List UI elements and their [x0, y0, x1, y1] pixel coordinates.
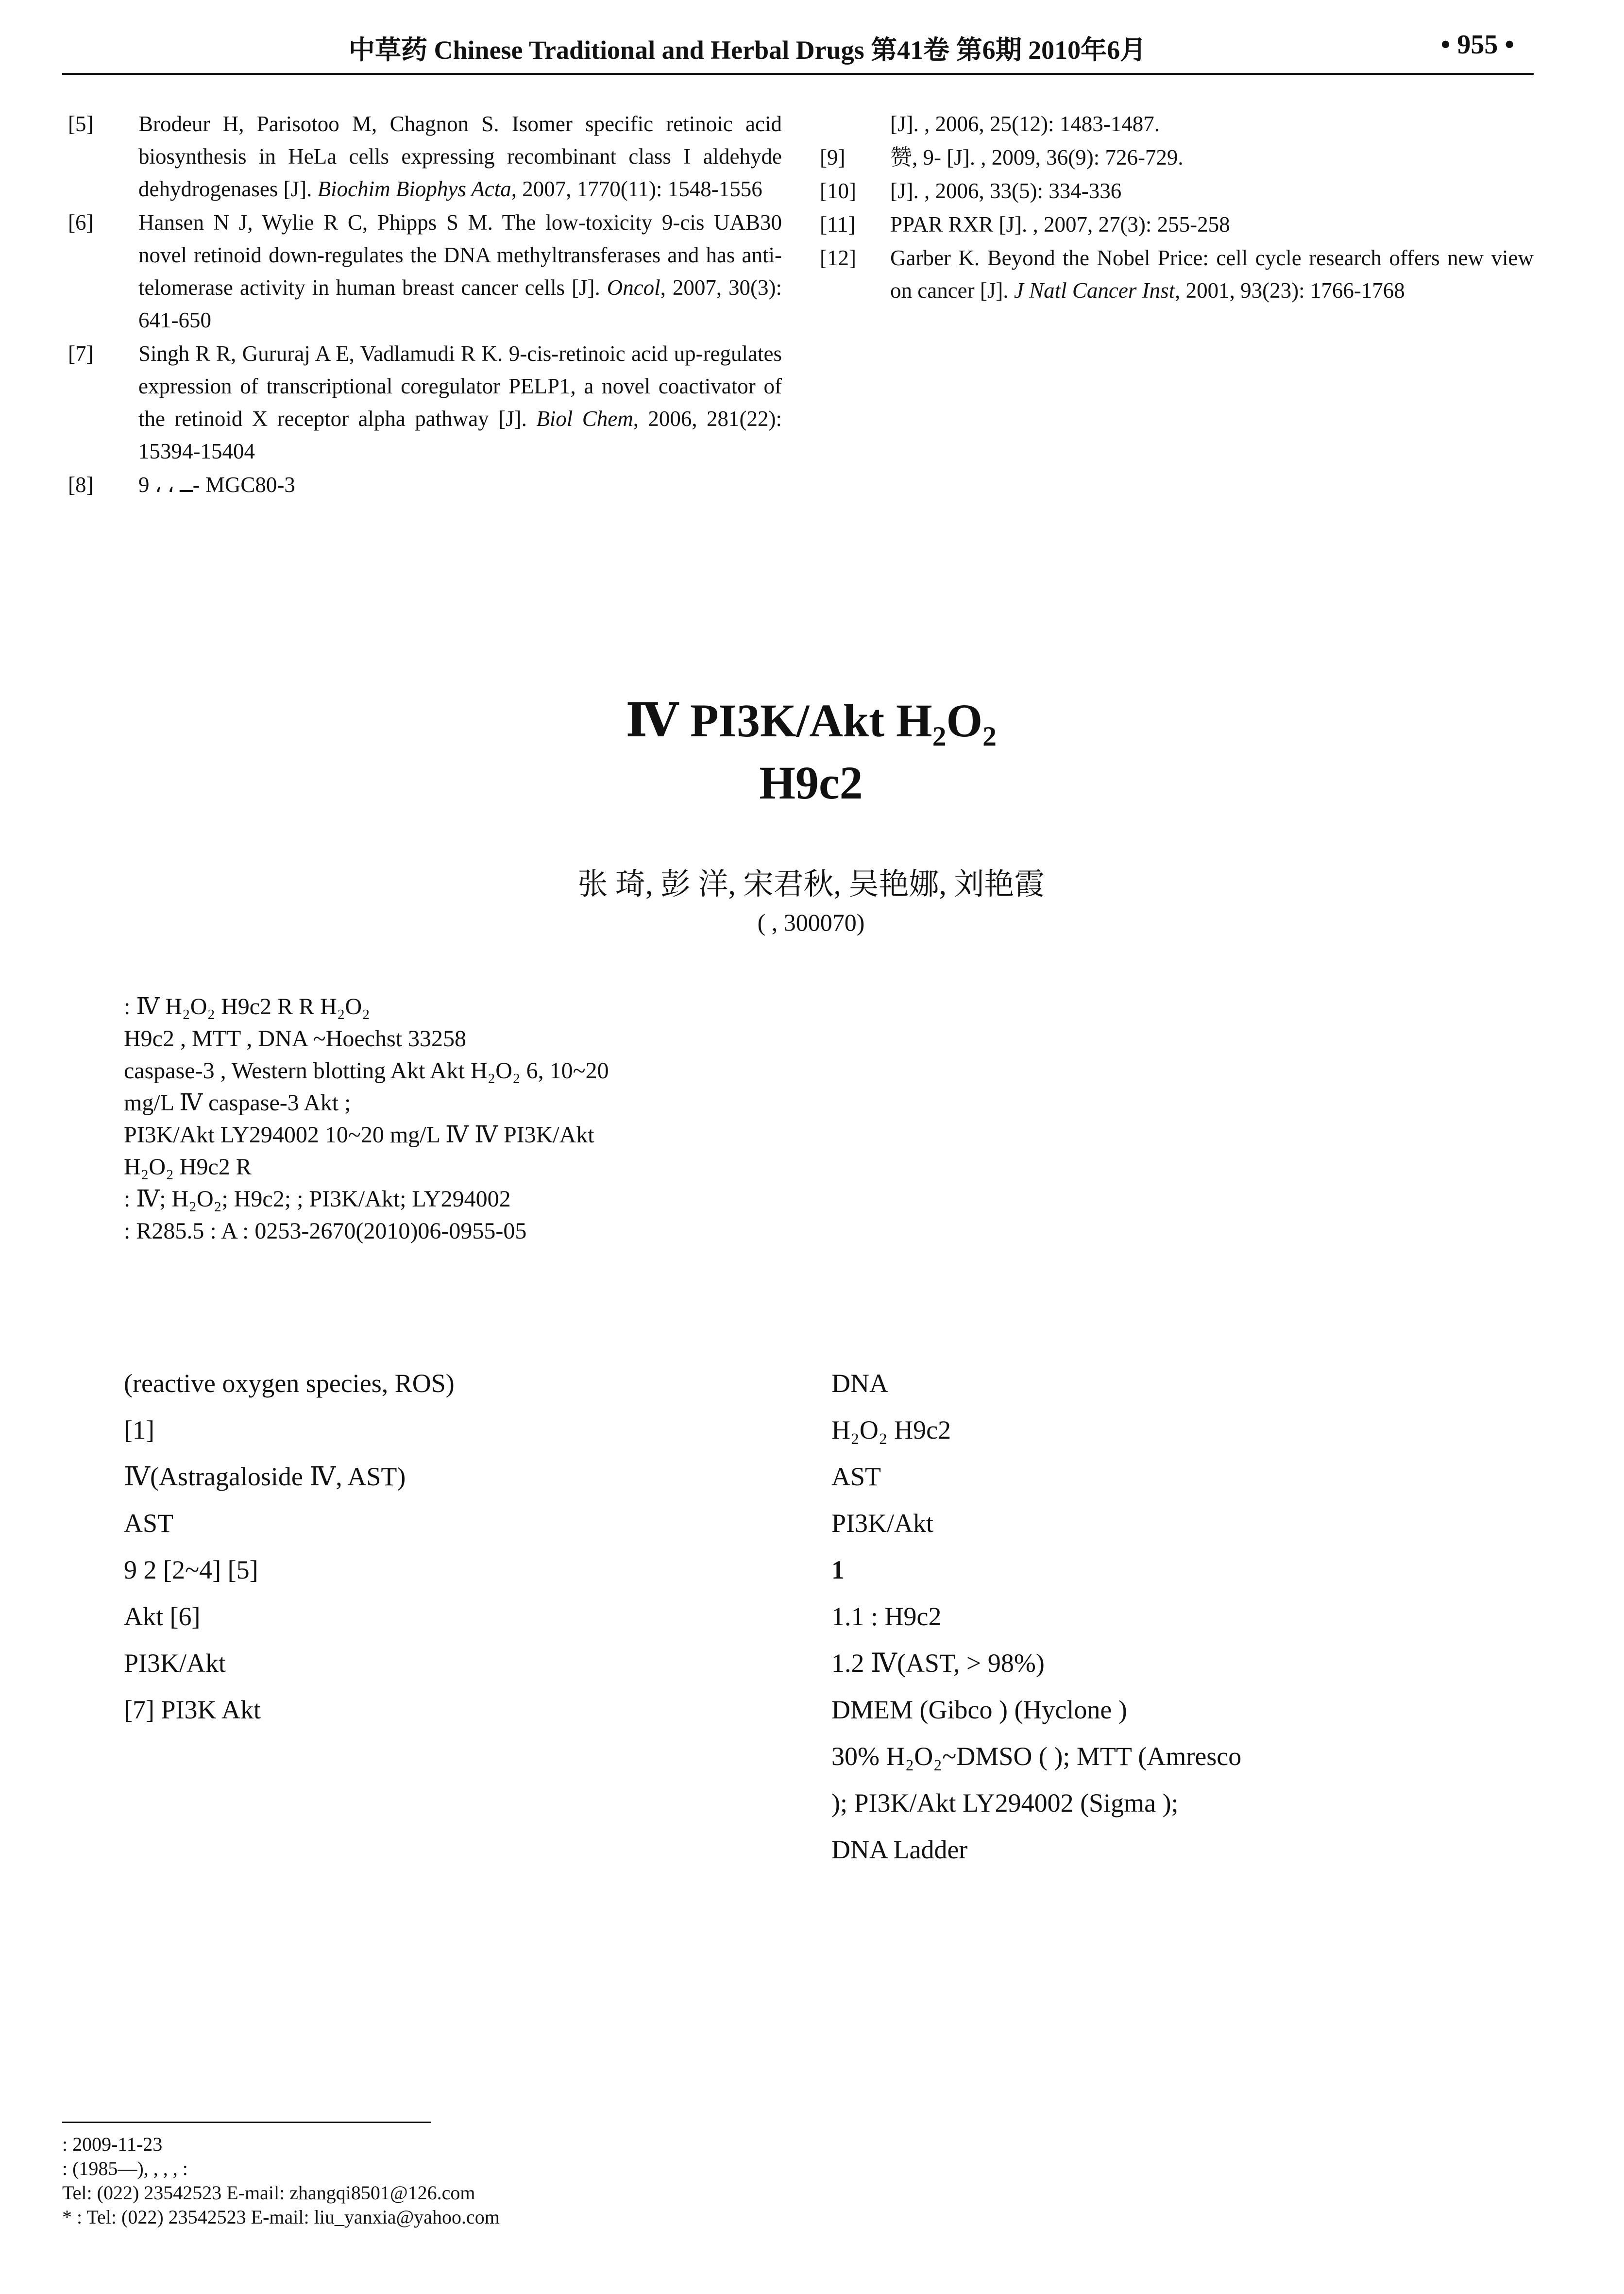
footnote-rule [62, 2122, 431, 2123]
article-title [243, 690, 1379, 814]
reference-text: 赞, 9- [J]. , 2009, 36(9): 726-729. [890, 145, 1184, 170]
reference-number: [11] [820, 212, 856, 237]
abstract-line: PI3K/Akt LY294002 10~20 mg/L Ⅳ Ⅳ PI3K/Akt [124, 1122, 594, 1148]
body-line: PI3K/Akt [831, 1509, 934, 1538]
reference-item [820, 108, 1534, 140]
abstract-line: mg/L Ⅳ caspase-3 Akt ; [124, 1090, 351, 1116]
reference-tail: , 2001, 93(23): 1766-1768 [1175, 278, 1405, 303]
body-line: AST [124, 1509, 174, 1538]
reference-number: [7] [68, 341, 94, 366]
reference-text: Brodeur H, Parisotoo M, Chagnon S. Isomer specific retinoic acid biosynthesis in HeLa cells expressing recombinant class I aldehyde dehydrogenases [J]. [138, 112, 782, 201]
body-line: Ⅳ(Astragaloside Ⅳ, AST) [124, 1462, 406, 1491]
journal-title: 中草药 Chinese Traditional and Herbal Drugs 第41卷 第6期 2010年6月 [349, 35, 1147, 65]
references-left-column [68, 108, 782, 502]
author-list: 张 琦, 彭 洋, 宋君秋, 吴艳娜, 刘艳霞 [577, 868, 1045, 901]
body-line: 9 2 [2~4] [5] [124, 1555, 258, 1584]
body-line: 1.1 : H9c2 [831, 1602, 942, 1631]
header-rule [62, 73, 1534, 75]
running-header [62, 25, 1534, 74]
section-heading: 1 [831, 1555, 845, 1584]
footnote-received-date: : 2009-11-23 [62, 2133, 163, 2155]
footnote-contact: Tel: (022) 23542523 E-mail: zhangqi8501@126.com [62, 2182, 475, 2204]
keywords: : Ⅳ; H₂O₂; H9c2; ; PI3K/Akt; LY294002 [124, 1186, 511, 1212]
body-line: 30% H₂O₂~DMSO ( ); MTT (Amresco [831, 1742, 1242, 1771]
reference-number: [6] [68, 210, 94, 235]
body-line: 1.2 Ⅳ(AST, > 98%) [831, 1648, 1045, 1678]
body-line: PI3K/Akt [124, 1648, 226, 1678]
abstract-line: : Ⅳ H₂O₂ H9c2 R R H₂O₂ [124, 994, 370, 1020]
author-affiliation: ( , 300070) [757, 909, 865, 936]
body-line: [1] [124, 1415, 154, 1444]
reference-number: [10] [820, 179, 856, 203]
footnote-author-bio: : (1985—), , , , : [62, 2158, 188, 2179]
body-line: ); PI3K/Akt LY294002 (Sigma ); [831, 1788, 1179, 1818]
reference-item [820, 242, 1534, 307]
reference-item [820, 208, 1534, 241]
reference-tail: , 2006, 281(22): 15394-15404 [138, 407, 782, 463]
abstract [124, 991, 1484, 1247]
reference-text: [J]. , 2006, 33(5): 334-336 [890, 179, 1122, 203]
reference-text: ــ ، ، 9- MGC80-3 [138, 473, 295, 497]
abstract-line: H9c2 , MTT , DNA ~Hoechst 33258 [124, 1026, 467, 1052]
body-line: DNA [831, 1369, 888, 1398]
reference-text: [J]. , 2006, 25(12): 1483-1487. [890, 112, 1160, 136]
abstract-line: H₂O₂ H9c2 R [124, 1154, 252, 1180]
classification-codes: : R285.5 : A : 0253-2670(2010)06-0955-05 [124, 1218, 527, 1244]
body-right-column [831, 1360, 1521, 1873]
footnote-corresponding-author: * : Tel: (022) 23542523 E-mail: liu_yanxia@yahoo.com [62, 2206, 500, 2228]
reference-journal: Biol Chem [536, 407, 633, 431]
reference-number: [9] [820, 145, 846, 170]
reference-item [68, 338, 782, 468]
reference-text: Hansen N J, Wylie R C, Phipps S M. The low-toxicity 9-cis UAB30 novel retinoid down-regulates the DNA methyltransferases and has anti-telomerase activity in human breast cancer cells [J]. [138, 210, 782, 300]
reference-item [68, 108, 782, 205]
body-line: DMEM (Gibco ) (Hyclone ) [831, 1695, 1127, 1724]
reference-number: [5] [68, 112, 94, 136]
article-title-line: H9c2 [759, 757, 863, 809]
body-line: DNA Ladder [831, 1835, 968, 1864]
body-line: H₂O₂ H9c2 [831, 1415, 951, 1444]
reference-text: Garber K. Beyond the Nobel Price: cell cycle research offers new view on cancer [J]. [890, 246, 1534, 303]
reference-number: [8] [68, 473, 94, 497]
reference-journal: Biochim Biophys Acta [317, 177, 511, 201]
reference-text: PPAR RXR [J]. , 2007, 27(3): 255-258 [890, 212, 1230, 237]
reference-item [820, 175, 1534, 207]
reference-tail: , 2007, 1770(11): 1548-1556 [511, 177, 762, 201]
page-number: • 955 • [1440, 30, 1514, 60]
body-line: [7] PI3K Akt [124, 1695, 261, 1724]
reference-item [68, 206, 782, 337]
reference-item [820, 141, 1534, 174]
body-line: Akt [6] [124, 1602, 201, 1631]
body-line: AST [831, 1462, 881, 1491]
abstract-line: caspase-3 , Western blotting Akt Akt H₂O₂ 6, 10~20 [124, 1058, 609, 1084]
footnotes [62, 2132, 1033, 2229]
reference-journal: J Natl Cancer Inst [1014, 278, 1175, 303]
reference-item [68, 469, 782, 501]
article-title-line: Ⅳ PI3K/Akt H₂O₂ [626, 695, 997, 747]
reference-journal: Oncol [607, 275, 660, 300]
body-line: (reactive oxygen species, ROS) [124, 1369, 455, 1398]
reference-number: [12] [820, 246, 856, 270]
references-right-column [820, 108, 1534, 308]
body-left-column [124, 1360, 813, 1733]
reference-text: Singh R R, Gururaj A E, Vadlamudi R K. 9-cis-retinoic acid up-regulates expression of transcriptional coregulator PELP1, a novel coactivator of the retinoid X receptor alpha pathway [J]. [138, 341, 782, 431]
reference-tail: , 2007, 30(3): 641-650 [138, 275, 782, 332]
